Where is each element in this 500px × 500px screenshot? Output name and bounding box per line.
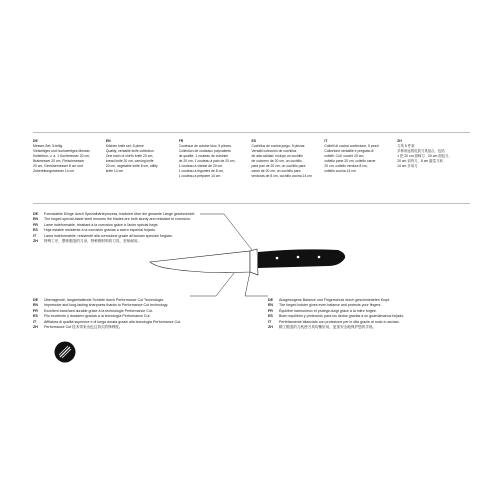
note-lang-code: FR [33,222,38,227]
note-text: The forged bolster gives even balance and protects your fingers. [279,303,382,308]
lang-description: Kitchen knife set, 5-piece Quality, versatile knife collection One each of chef's knife 20 cm, bread knife 20 cm, carving knife 20 cm, vegetable knife 8 cm, utility knife 14 cm [105,144,158,173]
note-text: Performance Cut 技术带来出色且持久的锋利度。 [44,325,123,330]
lang-code: IT [324,139,328,143]
knife-bolster [250,249,258,275]
note-lang-code: EN [33,303,38,308]
knife-blade [150,251,250,273]
note-text: Hoja estable resistente a la corrosión gracias a acero especial forjado. [44,228,156,233]
note-text: Buen equilibrio y protección para los dedos gracias a un guardamanos forjado. [279,314,405,319]
lang-code: DE [33,139,38,143]
handle-rivet [318,256,321,259]
note-lang-code: ZH [33,239,38,244]
note-lang-code: ES [33,228,38,233]
handle-rivet [276,257,279,260]
note-text: The forged special-blade steel ensures the blades are both sturdy and resistant to corrosion. [44,217,191,222]
note-text: 精工锻造的刀枕使刀具均衡好用，更加安全地保护您的手指。 [279,325,377,330]
trident-circle-logo-icon [54,341,76,363]
note-text: 特殊工序，整体锻造的刀身，特种钢材料的刀具，坚韧耐用。 [44,239,142,244]
lang-code: FR [178,139,184,143]
note-text: Lama indeformabile, resistente alla corrosione grazie all'acciaio speciale forgiato. [44,233,173,238]
note-lang-code: FR [33,308,38,313]
lang-code: EN [105,139,111,143]
note-lang-code: IT [268,319,272,324]
lang-description: 刀具 5 件套 多种用途的优质刀具组合，包括 1 把 20 cm 厨师刀、20 cm 面包刀、 20 cm 切肉刀、8 cm 蔬菜刀和 14 cm 多用刀 [397,144,452,168]
note-text: Équilibre harmonieux et protège-doigt grâce à la mitre forgée. [279,308,377,313]
lang-code: ZH [397,139,402,143]
note-lang-code: ES [33,314,38,319]
note-text: Formstabile Klinge durch Spezialhärteprozess, tradiziert über die gesamte Länge geschmiedet. [44,212,196,216]
note-lang-code: FR [268,308,273,313]
edge-leader-line [216,273,234,296]
lang-description: Couteaux de cuisine bloc, 5 pièces Collection de couteaux polyvalents de qualité, 1 couteau de cuisinier de 20 cm, 1 couteau à pain de 20 cm, 1 couteau à viande de 20 cm, 1 couteau à légumes de 8 cm, 1 couteau à préparer 14 cm [178,144,236,178]
note-text: Excellent tranchant durable grâce à la technologie Performance Cut. [44,308,153,313]
note-lang-code: ZH [33,325,38,330]
lang-description: Coltelli di cucina confezione, 5 pezzi Collezione versatile e pregiata di coltelli. Coll. cuochi 20 cm, coltello pane 20 cm, coltello carne 20 cm, coltello verdura 8 cm, coltello cucina 14 cm [324,144,379,173]
note-text: Filo excelente y duradero gracias a la tecnología Performance Cut. [44,314,151,319]
note-lang-code: IT [33,233,37,238]
note-text: Ausgewogene Balance und Fingerschutz durch geschmiedeten Kropf. [279,298,391,302]
note-text: Lame indéformable, résistant à la corrosion grâce à l'acier spécial forgé. [44,222,159,227]
note-line [268,325,468,330]
note-lang-code: DE [33,298,38,302]
blade-leader-line [224,214,252,250]
note-lang-code: DE [33,212,38,216]
lang-description: Messer-Set, 5-teilig Vielseitiges und hochwertiges Messer- Kollektion, u. a. 1 Kochmesser 20 cm, Bratmesser 20 cm, Fleischmesser 20 cm, Gemüsemesser 8 cm und Zubereitungsmesser 14 cm [33,144,91,173]
note-lang-code: EN [33,217,38,222]
note-lang-code: IT [33,319,37,324]
note-lang-code: ZH [268,325,273,330]
note-text: Affilatura di qualità superiore e di lunga durata grazie alla tecnologia Performance Cut. [44,319,182,324]
note-text: Impressive and long-lasting sharpness thanks to Performance Cut technology. [44,303,169,308]
edge-note [33,298,233,330]
note-lang-code: DE [268,298,273,302]
handle-rivet [297,256,300,259]
note-lang-code: ES [268,314,273,319]
lang-description: Cuchillos de cocina juego, 5 piezas Versátil colección de cuchillos de alta calidad. Incluye un cuchillo de cocinero de 20 cm, un cuchillo para pan de 20 cm, un cuchillo para carne de 20 cm, un cuchillo para verduras de 8 cm, cuchillo cocina 14 cm [251,144,312,178]
note-line [33,325,233,330]
lang-code: ES [251,139,257,143]
note-lang-code: EN [268,303,273,308]
note-text: Perfettamente bilanciato con protezione per le dita grazie al nodo in acciaio. [279,319,400,324]
note-text: Überragende, langanhaltende Schärfe durch Performance Cut Technologie. [44,298,165,302]
knife-handle [258,249,345,268]
bolster-note [268,298,468,330]
